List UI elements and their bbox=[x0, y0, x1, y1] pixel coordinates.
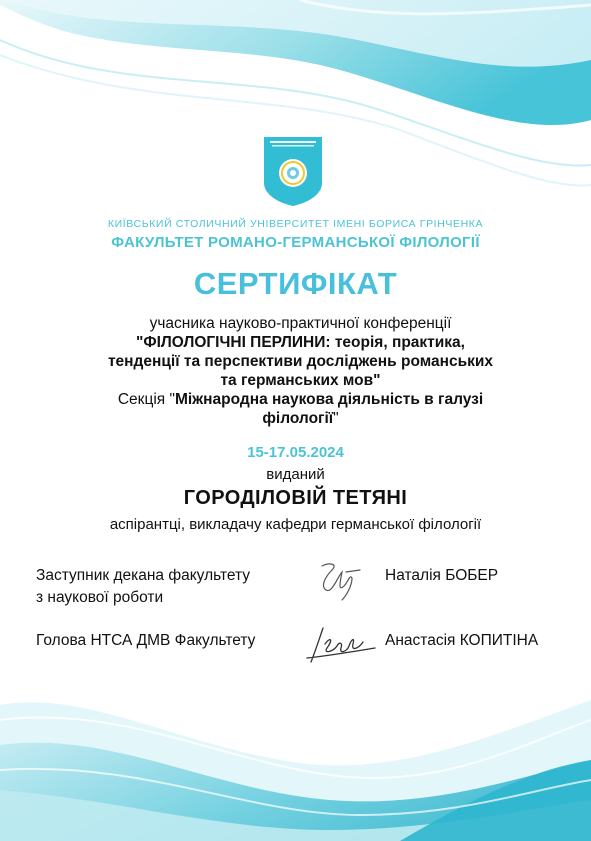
conference-subtitle: : теорія, практика, тенденції та перспективи досліджень романських та германських мов" bbox=[107, 334, 494, 389]
handwritten-signature-icon bbox=[316, 556, 366, 602]
conference-name: ФІЛОЛОГІЧНІ ПЕРЛИНИ bbox=[143, 334, 326, 351]
issued-text: виданий bbox=[266, 466, 325, 483]
certificate-title: СЕРТИФІКАТ bbox=[193, 266, 398, 301]
recipient-position: аспірантці, викладачу кафедри германської філології bbox=[109, 516, 482, 533]
signer-role-1: Заступник декана факультету з наукової роботи bbox=[36, 567, 251, 606]
recipient-name: ГОРОДІЛОВІЙ ТЕТЯНІ bbox=[183, 487, 408, 509]
university-crest-icon bbox=[262, 135, 324, 207]
conference-dates: 15-17.05.2024 bbox=[247, 444, 344, 461]
conference-block bbox=[60, 314, 541, 428]
signer-name-1: Наталія БОБЕР bbox=[385, 567, 499, 584]
university-name: КИЇВСЬКИЙ СТОЛИЧНИЙ УНІВЕРСИТЕТ ІМЕНІ БОРИСА ГРІНЧЕНКА bbox=[107, 218, 484, 230]
faculty-name: ФАКУЛЬТЕТ РОМАНО-ГЕРМАНСЬКОЇ ФІЛОЛОГІЇ bbox=[111, 234, 480, 251]
signer-name-2: Анастасія КОПИТІНА bbox=[385, 632, 539, 649]
participant-of-text: учасника науково-практичної конференції bbox=[149, 315, 452, 332]
conference-title: "ФІЛОЛОГІЧНІ ПЕРЛИНИ: теорія, практика, тенденції та перспективи досліджень романських та германських мов" bbox=[107, 334, 494, 389]
section-line: Секція "Міжнародна наукова діяльність в галузі філології" bbox=[117, 391, 484, 427]
signer-role-2: Голова НТСА ДМВ Факультету bbox=[36, 632, 256, 649]
section-name: Міжнародна наукова діяльність в галузі філології bbox=[174, 391, 484, 427]
handwritten-signature-icon bbox=[303, 622, 379, 668]
